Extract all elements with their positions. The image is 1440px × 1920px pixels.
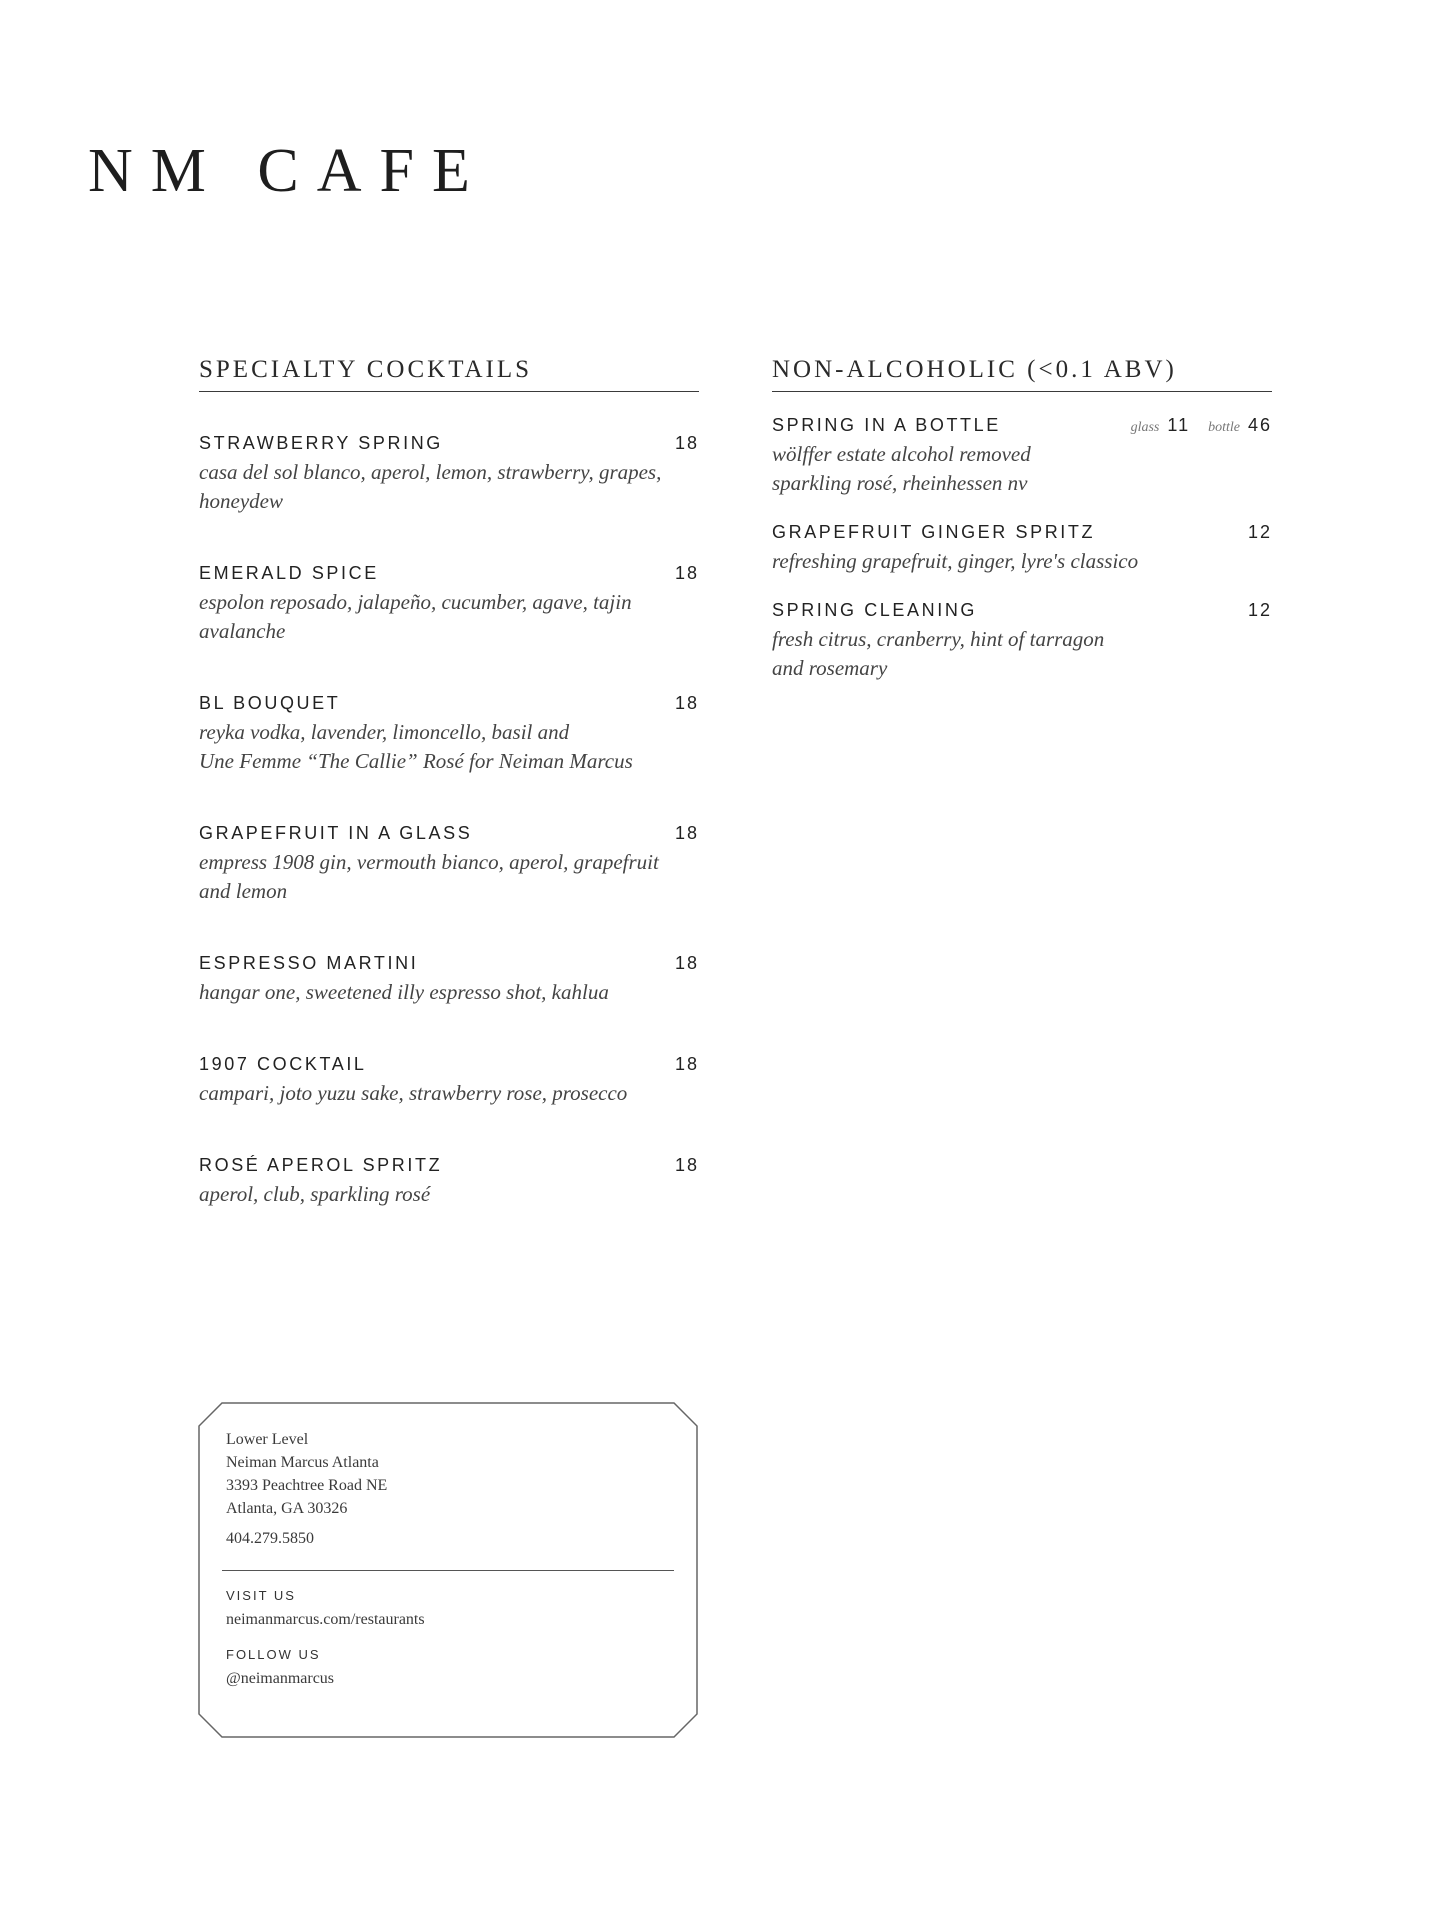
item-price: 18 — [674, 563, 699, 583]
non-alcoholic-section — [772, 355, 1272, 707]
menu-item — [199, 693, 699, 823]
item-description — [199, 458, 699, 516]
item-price: 18 — [674, 1155, 699, 1175]
cocktail-list — [199, 392, 699, 1256]
desc-line: Une Femme “The Callie” Rosé for Neiman Marcus — [199, 749, 633, 773]
desc-line: wölffer estate alcohol removed — [772, 442, 1031, 466]
menu-item — [199, 563, 699, 693]
website-link[interactable]: neimanmarcus.com/restaurants — [226, 1611, 425, 1628]
item-description — [772, 547, 1272, 576]
item-name: 1907 COCKTAIL — [199, 1054, 367, 1074]
item-description — [199, 718, 699, 776]
item-price: 18 — [674, 693, 699, 713]
section-title: NON-ALCOHOLIC (<0.1 ABV) — [772, 355, 1272, 392]
follow-label: FOLLOW US — [226, 1647, 321, 1662]
item-price: 12 — [1247, 522, 1272, 542]
brand-title: NM CAFE — [88, 137, 488, 205]
desc-line: and rosemary — [772, 656, 888, 680]
desc-line: aperol, club, sparkling rosé — [199, 1182, 431, 1206]
item-description — [772, 625, 1272, 683]
item-price: 18 — [674, 823, 699, 843]
address-line: 3393 Peachtree Road NE — [226, 1477, 388, 1494]
menu-item — [199, 1155, 699, 1256]
item-name: ROSÉ APEROL SPRITZ — [199, 1155, 443, 1175]
item-name: SPRING IN A BOTTLE — [772, 415, 1001, 435]
item-name: STRAWBERRY SPRING — [199, 433, 443, 453]
item-name: ESPRESSO MARTINI — [199, 953, 419, 973]
menu-item — [199, 1054, 699, 1155]
item-description — [199, 1180, 699, 1209]
item-description — [199, 1079, 699, 1108]
glass-label: glass — [1130, 420, 1160, 435]
item-name: GRAPEFRUIT GINGER SPRITZ — [772, 522, 1096, 542]
menu-item — [772, 415, 1272, 498]
visit-label: VISIT US — [226, 1588, 296, 1603]
desc-line: casa del sol blanco, aperol, lemon, strawberry, grapes, — [199, 460, 662, 484]
item-description — [199, 978, 699, 1007]
item-price: 18 — [674, 953, 699, 973]
desc-line: and lemon — [199, 879, 288, 903]
item-name: EMERALD SPICE — [199, 563, 379, 583]
bottle-label: bottle — [1208, 420, 1240, 435]
bottle-price: 46 — [1247, 415, 1272, 435]
desc-line: reyka vodka, lavender, limoncello, basil and — [199, 720, 570, 744]
address-line: Neiman Marcus Atlanta — [226, 1454, 379, 1471]
desc-line: honeydew — [199, 489, 283, 513]
glass-price: 11 — [1167, 415, 1191, 435]
desc-line: refreshing grapefruit, ginger, lyre's classico — [772, 549, 1139, 573]
item-description — [772, 440, 1272, 498]
desc-line: campari, joto yuzu sake, strawberry rose, prosecco — [199, 1081, 628, 1105]
menu-item — [199, 823, 699, 953]
item-description — [199, 588, 699, 646]
desc-line: fresh citrus, cranberry, hint of tarragon — [772, 627, 1105, 651]
section-title: SPECIALTY COCKTAILS — [199, 355, 699, 392]
desc-line: espolon reposado, jalapeño, cucumber, agave, tajin — [199, 590, 632, 614]
item-price: 18 — [674, 433, 699, 453]
menu-item — [772, 600, 1272, 683]
address-line: Atlanta, GA 30326 — [226, 1500, 348, 1517]
address-line: Lower Level — [226, 1431, 309, 1448]
info-card — [198, 1402, 698, 1738]
address-block — [226, 1428, 670, 1548]
item-price: 12 — [1247, 600, 1272, 620]
card-divider — [222, 1570, 674, 1571]
item-name: GRAPEFRUIT IN A GLASS — [199, 823, 473, 843]
price-pair — [1131, 415, 1272, 436]
item-name: BL BOUQUET — [199, 693, 341, 713]
menu-item — [199, 953, 699, 1054]
desc-line: hangar one, sweetened illy espresso shot, kahlua — [199, 980, 609, 1004]
specialty-cocktails-section — [199, 355, 699, 1256]
social-handle-link[interactable]: @neimanmarcus — [226, 1670, 335, 1687]
desc-line: avalanche — [199, 619, 286, 643]
menu-item — [199, 433, 699, 563]
menu-item — [772, 522, 1272, 576]
desc-line: sparkling rosé, rheinhessen nv — [772, 471, 1028, 495]
item-name: SPRING CLEANING — [772, 600, 978, 620]
phone-number: 404.279.5850 — [226, 1530, 314, 1547]
item-description — [199, 848, 699, 906]
non-alcoholic-list — [772, 392, 1272, 683]
desc-line: empress 1908 gin, vermouth bianco, aperol, grapefruit — [199, 850, 659, 874]
contact-block — [226, 1588, 670, 1688]
item-price: 18 — [674, 1054, 699, 1074]
